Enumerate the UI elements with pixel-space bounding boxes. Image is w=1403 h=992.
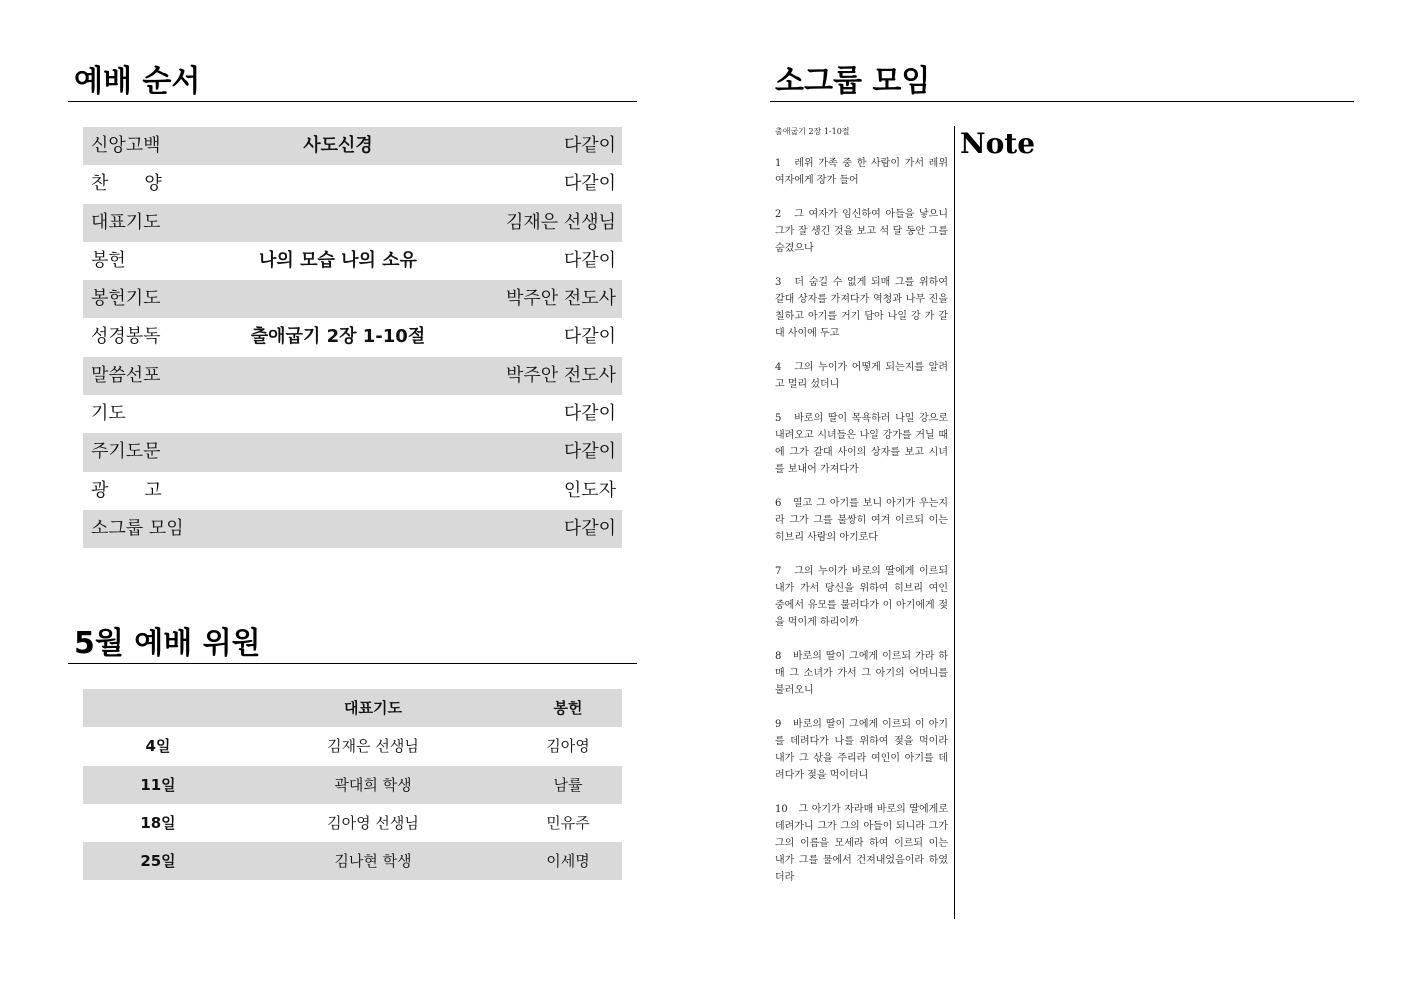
scripture-passage <box>775 126 948 903</box>
committee-prayer: 곽대희 학생 <box>334 775 412 794</box>
worship-order-row <box>83 395 622 433</box>
worship-order-table <box>83 127 622 548</box>
worship-order-row <box>83 127 622 165</box>
order-item: 찬 양 <box>91 173 162 195</box>
scripture-verse: 1 레위 가족 중 한 사람이 가서 레위 여자에게 장가 들어 <box>775 158 948 186</box>
committee-header-prayer: 대표기도 <box>344 699 402 717</box>
worship-order-title: 예배 순서 <box>74 64 201 99</box>
committee-prayer: 김재은 선생님 <box>327 737 419 756</box>
order-item: 기도 <box>91 403 126 425</box>
scripture-verse: 10 그 아기가 자라매 바로의 딸에게로 데려가니 그가 그의 아들이 되니라 그가 그의 이름을 모세라 하여 이르되 이는 내가 그를 물에서 건져내었음이라 하였더라 <box>775 804 948 883</box>
scripture-verse: 8 바로의 딸이 그에게 이르되 가라 하매 그 소녀가 가서 그 아기의 어머니를 불러오니 <box>775 651 948 696</box>
committee-offering: 민유주 <box>546 813 590 832</box>
worship-order-row <box>83 472 622 510</box>
worship-order-rule <box>68 101 637 102</box>
committee-row <box>83 842 622 880</box>
scripture-reference: 출애굽기 2장 1-10절 <box>775 127 850 136</box>
order-item: 주기도문 <box>91 441 161 463</box>
scripture-verse: 2 그 여자가 임신하여 아들을 낳으니 그가 잘 생긴 것을 보고 석 달 동안 그를 숨겼으나 <box>775 209 948 254</box>
worship-order-row <box>83 433 622 471</box>
worship-order-row <box>83 204 622 242</box>
note-label: Note <box>960 127 1036 160</box>
committee-header-row <box>83 689 622 727</box>
worship-order-row <box>83 242 622 280</box>
committee-date: 4일 <box>145 737 171 756</box>
order-leader: 김재은 선생님 <box>505 211 616 233</box>
order-leader: 다같이 <box>563 135 616 156</box>
order-item: 봉헌 <box>91 249 126 271</box>
order-leader: 다같이 <box>563 249 616 271</box>
committee-offering: 김아영 <box>546 737 590 756</box>
committee-date: 11일 <box>140 775 176 794</box>
order-leader: 다같이 <box>563 326 616 348</box>
order-item: 신앙고백 <box>91 135 161 156</box>
committee-date: 25일 <box>140 852 176 871</box>
scripture-verse: 3 더 숨길 수 없게 되매 그를 위하여 갈대 상자를 가져다가 역청과 나무 진을 칠하고 아기를 거기 담아 나일 강 가 갈대 사이에 두고 <box>775 277 948 339</box>
worship-order-row <box>83 165 622 203</box>
small-group-rule <box>770 101 1354 102</box>
order-leader: 다같이 <box>563 517 616 539</box>
committee-title: 5월 예배 위원 <box>74 626 261 661</box>
order-leader: 다같이 <box>563 173 616 195</box>
scripture-verse: 5 바로의 딸이 목욕하러 나일 강으로 내려오고 시녀들은 나일 강가를 거닐 때에 그가 갈대 사이의 상자를 보고 시녀를 보내어 가져다가 <box>775 413 948 475</box>
order-leader: 인도자 <box>563 479 616 501</box>
worship-order-row <box>83 318 622 356</box>
order-item: 성경봉독 <box>91 326 161 348</box>
committee-prayer: 김아영 선생님 <box>327 813 419 832</box>
order-item: 광 고 <box>91 479 162 501</box>
committee-table <box>83 689 622 880</box>
order-leader: 박주안 전도사 <box>505 364 616 386</box>
scripture-verse: 7 그의 누이가 바로의 딸에게 이르되 내가 가서 당신을 위하여 히브리 여인 중에서 유모를 불러다가 이 아기에게 젖을 먹이게 하리이까 <box>775 566 948 628</box>
order-item: 소그룹 모임 <box>91 517 184 539</box>
order-content: 출애굽기 2장 1-10절 <box>250 326 426 348</box>
small-group-title: 소그룹 모임 <box>775 64 931 99</box>
committee-rule <box>68 663 637 664</box>
note-divider <box>954 126 955 919</box>
scripture-verse: 9 바로의 딸이 그에게 이르되 이 아기를 데려다가 나를 위하여 젖을 먹이라 내가 그 삯을 주리라 여인이 아기를 데려다가 젖을 먹이더니 <box>775 719 948 781</box>
committee-offering: 남률 <box>553 775 583 794</box>
order-content: 사도신경 <box>303 135 373 156</box>
worship-order-row <box>83 510 622 548</box>
worship-order-row <box>83 357 622 395</box>
order-item: 말씀선포 <box>91 364 161 386</box>
order-leader: 박주안 전도사 <box>505 288 616 310</box>
committee-date: 18일 <box>140 813 176 832</box>
order-item: 대표기도 <box>91 211 161 233</box>
order-leader: 다같이 <box>563 441 616 463</box>
committee-prayer: 김나현 학생 <box>334 852 412 871</box>
committee-row <box>83 766 622 804</box>
committee-header-offering: 봉헌 <box>553 699 583 717</box>
order-item: 봉헌기도 <box>91 288 161 310</box>
order-content: 나의 모습 나의 소유 <box>259 249 417 271</box>
committee-row <box>83 804 622 842</box>
worship-order-row <box>83 280 622 318</box>
scripture-verse: 6 열고 그 아기를 보니 아기가 우는지라 그가 그를 불쌍히 여겨 이르되 이는 히브리 사람의 아기로다 <box>775 498 948 543</box>
scripture-verse: 4 그의 누이가 어떻게 되는지를 알려고 멀리 섰더니 <box>775 362 948 390</box>
committee-row <box>83 727 622 765</box>
order-leader: 다같이 <box>563 403 616 425</box>
committee-offering: 이세명 <box>546 852 590 871</box>
